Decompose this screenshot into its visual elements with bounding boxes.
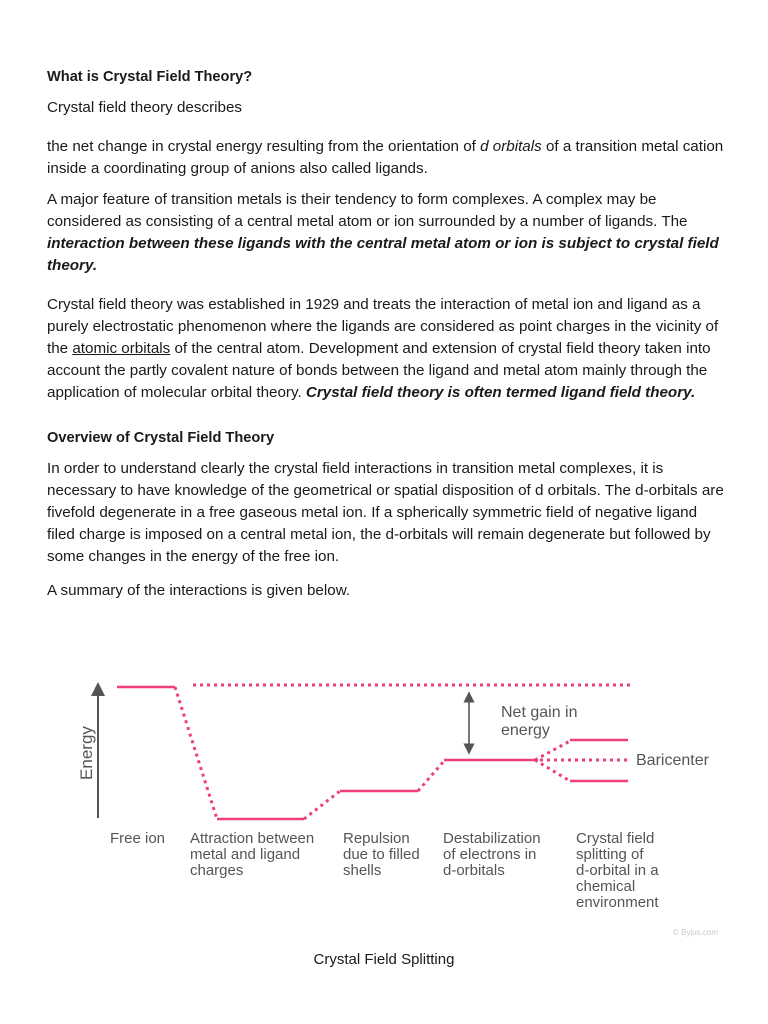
split-connector-up [535, 741, 570, 760]
heading-what-is-cft: What is Crystal Field Theory? [47, 69, 253, 85]
paragraph-overview: In order to understand clearly the crystal field interactions in transition metal complexes, it is necessary to have knowledge of the geometrical or spatial disposition of d orbitals. The d-orbitals are fivefold degenerate in a free gaseous metal ion. If a spherically symmetric field of negative ligand filed charge is imposed on a central metal ion, the d-orbitals will remain degenerate but followed by some changes in the energy of the free ion. [47, 460, 724, 565]
document-body [47, 66, 727, 602]
paragraph-complexes: A major feature of transition metals is their tendency to form complexes. A complex may be considered as consisting of a central metal atom or ion surrounded by a number of ligands. The interaction between these ligands with the central metal atom or ion is subject to crystal field theory. [47, 191, 719, 274]
stage-label-attraction: Attraction between metal and ligand charges [190, 830, 315, 879]
net-gain-label: Net gain in energy [501, 704, 578, 739]
stage-label-splitting: Crystal field splitting of d-orbital in a chemical environment [576, 830, 659, 911]
paragraph-summary: A summary of the interactions is given below. [47, 582, 351, 599]
connector-2 [304, 791, 340, 819]
figure-caption: Crystal Field Splitting [313, 951, 455, 968]
paragraph-intro: Crystal field theory describes [47, 99, 242, 116]
baricenter-label: Baricenter [636, 752, 709, 769]
stage-label-free-ion: Free ion [110, 830, 166, 847]
paragraph-definition: the net change in crystal energy resulting from the orientation of d orbitals of a transition metal cation inside a coordinating group of anions also called ligands. [47, 138, 724, 177]
paragraph-history: Crystal field theory was established in 1929 and treats the interaction of metal ion and ligand as a purely electrostatic phenomenon where the ligands are considered as point charges in the vicinity of the atomic orbitals of the central atom. Development and extension of crystal field theory taken into account the partly covalent nature of bonds between the ligand and metal atom mainly through the application of molecular orbital theory. Crystal field theory is often termed ligand field theory. [47, 296, 719, 401]
energy-axis-label: Energy [77, 726, 96, 780]
heading-overview: Overview of Crystal Field Theory [47, 430, 275, 446]
split-connector-down [535, 760, 570, 781]
stage-label-destabilization: Destabilization of electrons in d-orbitals [443, 830, 541, 879]
connector-3 [418, 761, 444, 791]
watermark: © Byjus.com [672, 928, 718, 937]
atomic-orbitals-link[interactable]: atomic orbitals [72, 340, 171, 357]
stage-label-repulsion: Repulsion due to filled shells [343, 830, 420, 879]
connector-1 [175, 687, 217, 819]
crystal-field-splitting-diagram [0, 665, 768, 945]
